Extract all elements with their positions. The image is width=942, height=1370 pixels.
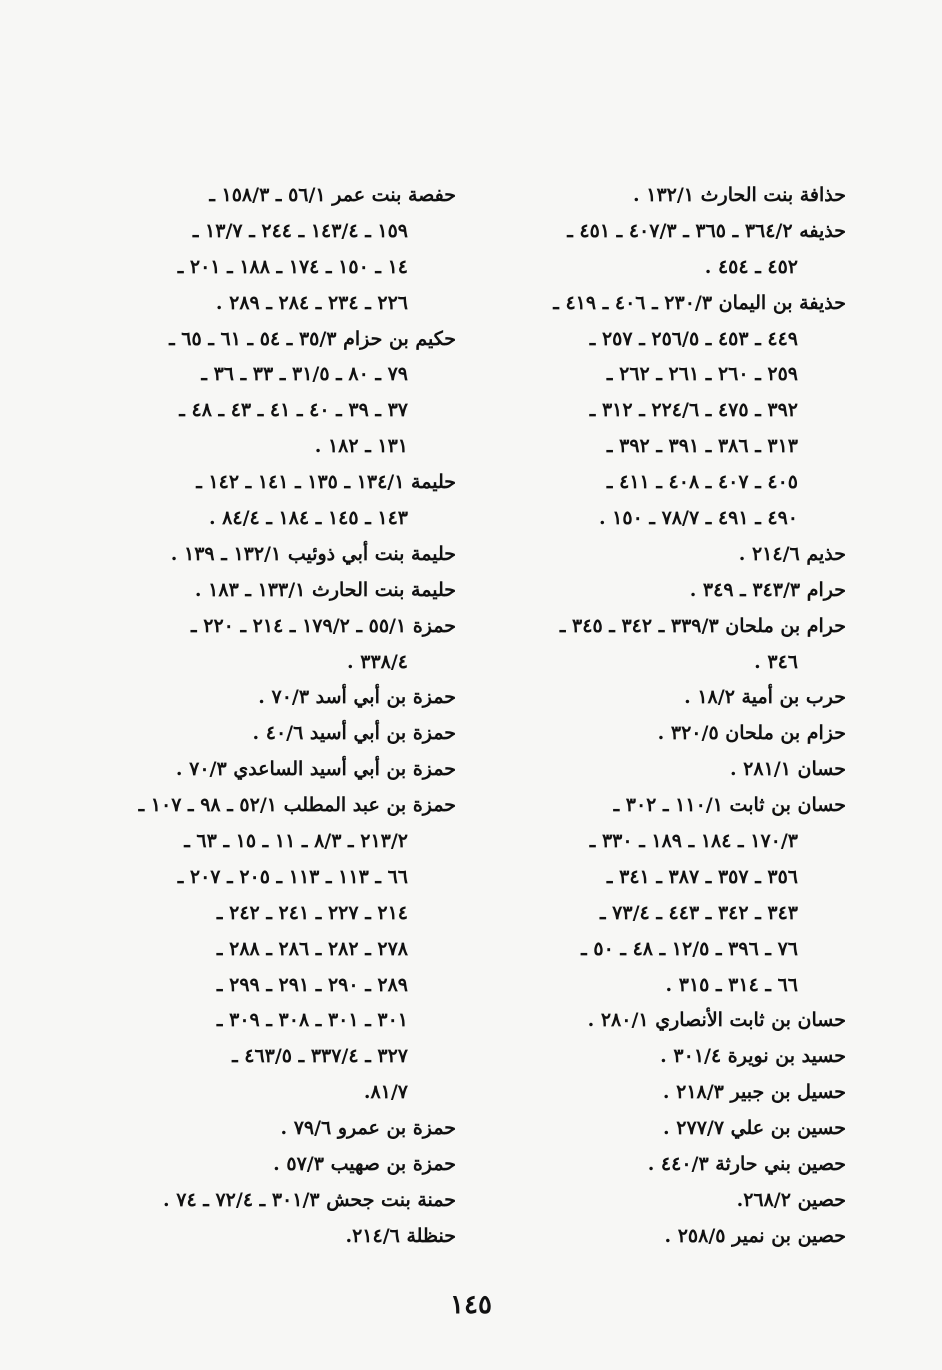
index-entry-continuation: ١٤٣ ـ ١٤٥ ـ ١٨٤ ـ ٨٤/٤ .: [208, 507, 408, 530]
index-entry: حسيل بن جبير ٢١٨/٣ .: [662, 1081, 846, 1104]
index-entry: حرام ٣٤٣/٣ ـ ٣٤٩ .: [689, 578, 846, 601]
index-entry-continuation: ٧٦ ـ ٣٩٦ ـ ١٢/٥ ـ ٤٨ ـ ٥٠ ـ: [581, 937, 798, 960]
index-entry-continuation: ٣٤٣ ـ ٣٤٢ ـ ٤٤٣ ـ ٧٣/٤ ـ: [599, 901, 798, 924]
index-entry-continuation: ٣٥٦ ـ ٣٥٧ ـ ٣٨٧ ـ ٣٤١ ـ: [606, 865, 798, 888]
index-entry: حصين بن نمير ٢٥٨/٥ .: [664, 1224, 846, 1247]
index-entry: حرب بن أمية ١٨/٢ .: [684, 686, 846, 709]
index-entry-continuation: ١٥٩ ـ ١٤٣/٤ ـ ٢٤٤ ـ ١٣/٧ ـ: [192, 219, 408, 242]
index-entry: حمزة بن صهيب ٥٧/٣ .: [273, 1153, 456, 1176]
index-entry-continuation: ٤٠٥ ـ ٤٠٧ ـ ٤٠٨ ـ ٤١١ ـ: [606, 471, 798, 494]
index-entry: حصين بني حارثة ٤٤٠/٣ .: [647, 1153, 846, 1176]
index-entry: حمزة ٥٥/١ ـ ١٧٩/٢ ـ ٢١٤ ـ ٢٢٠ ـ: [191, 614, 456, 637]
index-entry-continuation: ٤٤٩ ـ ٤٥٣ ـ ٢٥٦/٥ ـ ٢٥٧ ـ: [589, 327, 798, 350]
page-number: ١٤٥: [450, 1290, 492, 1320]
index-entry-continuation: ٤٥٢ ـ ٤٥٤ .: [704, 255, 798, 278]
index-entry-continuation: ٦٦ ـ ١١٣ ـ ١١٣ ـ ٢٠٥ ـ ٢٠٧ ـ: [177, 865, 408, 888]
index-entry-continuation: ٣٣٨/٤ .: [347, 650, 408, 673]
index-entry: حليمة بنت الحارث ١٣٣/١ ـ ١٨٣ .: [194, 578, 456, 601]
index-entry-continuation: ٦٦ ـ ٣١٤ ـ ٣١٥ .: [665, 973, 798, 996]
index-entry-continuation: ٣١٣ ـ ٣٨٦ ـ ٣٩١ ـ ٣٩٢ ـ: [606, 435, 798, 458]
index-entry: حذيفة بن اليمان ٢٣٠/٣ ـ ٤٠٦ ـ ٤١٩ ـ: [553, 291, 846, 314]
index-entry: حسان ٢٨١/١ .: [729, 758, 846, 781]
index-column-right: [520, 178, 846, 1255]
index-entry-continuation: ٢٧٨ ـ ٢٨٢ ـ ٢٨٦ ـ ٢٨٨ ـ: [216, 937, 408, 960]
index-entry: حمزة بن عمرو ٧٩/٦ .: [280, 1117, 456, 1140]
index-entry-continuation: ٣٢٧ ـ ٣٣٧/٤ ـ ٤٦٣/٥ ـ: [232, 1045, 408, 1068]
index-entry: حسان بن ثابت ١١٠/١ ـ ٣٠٢ ـ: [613, 794, 846, 817]
index-entry: حسيد بن نويرة ٣٠١/٤ .: [660, 1045, 846, 1068]
index-entry: حمزة بن أبي أسيد الساعدي ٧٠/٣ .: [175, 758, 456, 781]
index-entry-continuation: ٢٥٩ ـ ٢٦٠ ـ ٢٦١ ـ ٢٦٢ ـ: [606, 363, 798, 386]
index-entry: حفصة بنت عمر ٥٦/١ ـ ١٥٨/٣ ـ: [209, 184, 456, 206]
index-entry-continuation: ٣٩٢ ـ ٤٧٥ ـ ٢٢٤/٦ ـ ٣١٢ ـ: [589, 399, 798, 422]
index-entry-continuation: ٣٧ ـ ٣٩ ـ ٤٠ ـ ٤١ ـ ٤٣ ـ ٤٨ ـ: [179, 399, 408, 422]
index-entry-continuation: ١٤ ـ ١٥٠ ـ ١٧٤ ـ ١٨٨ ـ ٢٠١ ـ: [177, 255, 408, 278]
index-entry-continuation: ٢٨٩ ـ ٢٩٠ ـ ٢٩١ ـ ٢٩٩ ـ: [216, 973, 408, 996]
index-entry-continuation: ٢٢٦ ـ ٢٣٤ ـ ٢٨٤ ـ ٢٨٩ .: [215, 291, 408, 314]
index-entry-continuation: ٢١٤ ـ ٢٢٧ ـ ٢٤١ ـ ٢٤٢ ـ: [216, 901, 408, 924]
index-entry-continuation: ١٧٠/٣ ـ ١٨٤ ـ ١٨٩ ـ ٣٣٠ ـ: [589, 830, 798, 853]
index-entry: حليمة بنت أبي ذوئيب ١٣٢/١ ـ ١٣٩ .: [170, 542, 456, 565]
index-entry: حليمة ١٣٤/١ ـ ١٣٥ ـ ١٤١ ـ ١٤٢ ـ: [196, 471, 456, 494]
index-entry-continuation: ٣٠١ ـ ٣٠١ ـ ٣٠٨ ـ ٣٠٩ ـ: [216, 1009, 408, 1032]
index-entry: حذيم ٢١٤/٦ .: [738, 542, 846, 565]
index-entry-continuation: ٣٤٦ .: [754, 650, 798, 673]
index-entry: حمنة بنت جحش ٣٠١/٣ ـ ٧٢/٤ ـ ٧٤ .: [163, 1188, 456, 1211]
index-entry: حذيفه ٣٦٤/٢ ـ ٣٦٥ ـ ٤٠٧/٣ ـ ٤٥١ ـ: [567, 219, 846, 242]
index-entry: حكيم بن حزام ٣٥/٣ ـ ٥٤ ـ ٦١ ـ ٦٥ ـ: [169, 327, 456, 350]
index-entry: حمزة بن أبي أسد ٧٠/٣ .: [258, 686, 456, 709]
index-entry: حنظلة ٢١٤/٦.: [345, 1224, 456, 1247]
index-entry-continuation: ٢١٣/٢ ـ ٨/٣ ـ ١١ ـ ١٥ ـ ٦٣ ـ: [184, 830, 408, 853]
index-entry: حمزة بن عبد المطلب ٥٢/١ ـ ٩٨ ـ ١٠٧ ـ: [138, 794, 456, 817]
index-entry-continuation: ٧٩ ـ ٨٠ ـ ٣١/٥ ـ ٣٣ ـ ٣٦ ـ: [201, 363, 408, 386]
index-entry: حسان بن ثابت الأنصاري ٢٨٠/١ .: [587, 1009, 846, 1032]
index-entry: حزام بن ملحان ٣٢٠/٥ .: [657, 722, 846, 745]
index-entry-continuation: ١٣١ ـ ١٨٢ .: [314, 435, 408, 458]
index-entry: حمزة بن أبي أسيد ٤٠/٦ .: [252, 722, 456, 745]
index-column-left: [128, 178, 456, 1255]
index-entry: حصين ٢٦٨/٢.: [736, 1188, 846, 1211]
index-entry-continuation: ٤٩٠ ـ ٤٩١ ـ ٧٨/٧ ـ ١٥٠ .: [598, 507, 798, 530]
index-entry: حسين بن علي ٢٧٧/٧ .: [663, 1117, 846, 1140]
index-entry: حرام بن ملحان ٣٣٩/٣ ـ ٣٤٢ ـ ٣٤٥ ـ: [559, 614, 846, 637]
index-entry-continuation: ٨١/٧.: [363, 1081, 408, 1104]
index-entry: حذافة بنت الحارث ١٣٢/١ .: [633, 184, 846, 206]
